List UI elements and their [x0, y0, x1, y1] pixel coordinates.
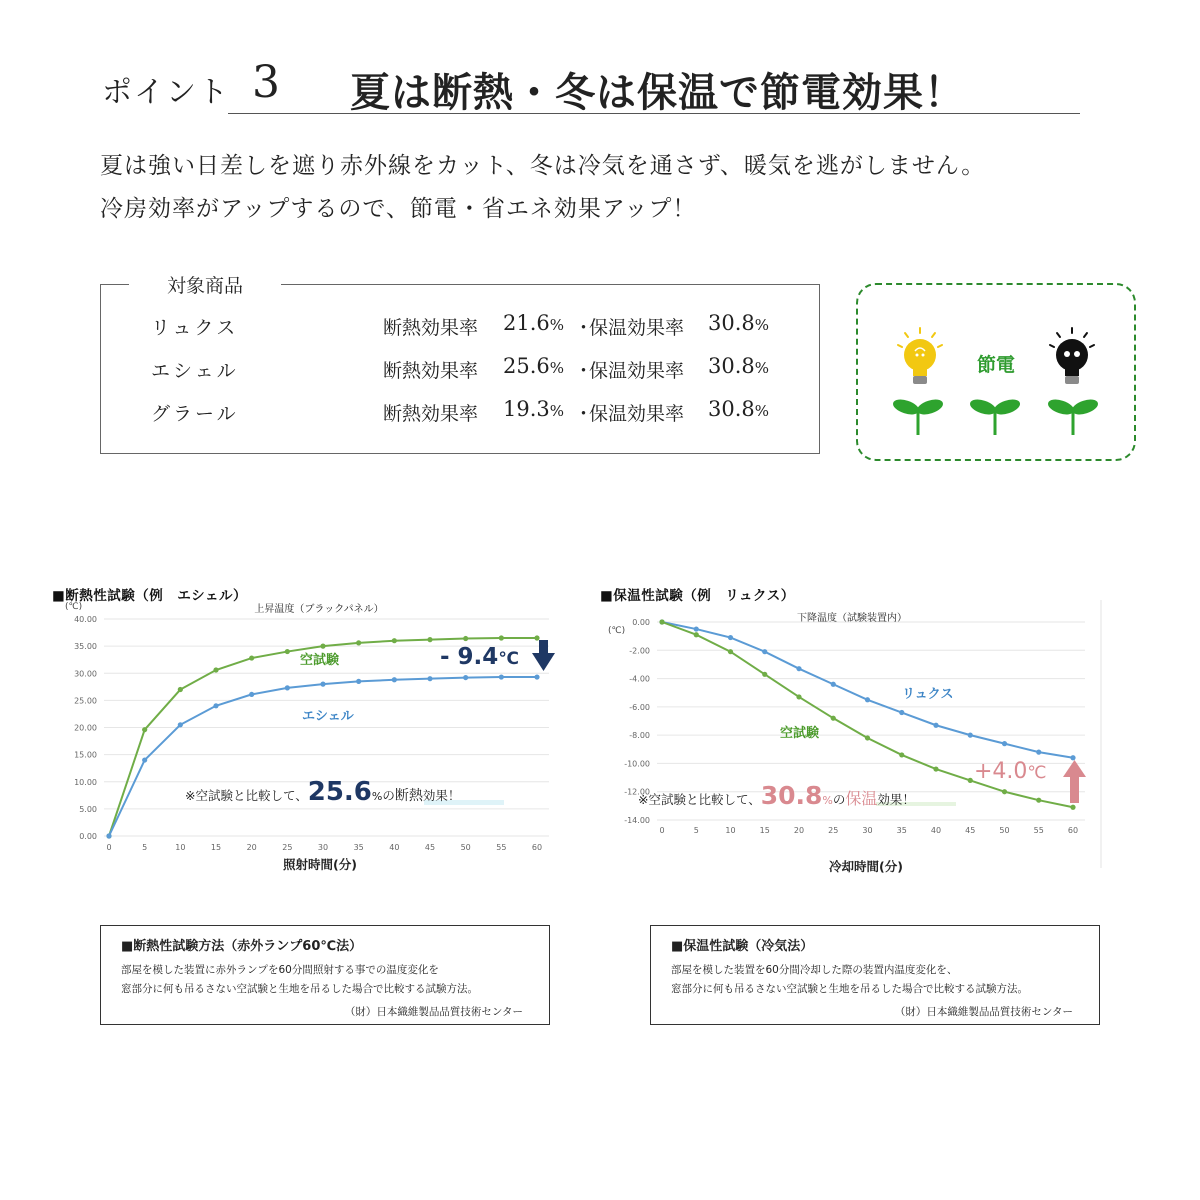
intro-line: 冷房効率がアップするので、節電・省エネ効果アップ！ [100, 196, 697, 222]
x-tick-label: 5 [142, 843, 148, 852]
series-line [109, 677, 537, 836]
lightbulb-off-icon [1050, 328, 1094, 384]
heat-retention-value: 30.8% [708, 311, 770, 335]
series-label-blank: 空試験 [300, 653, 340, 668]
data-point [392, 638, 397, 643]
x-tick-label: 10 [725, 826, 736, 835]
intro-line: 夏は強い日差しを遮り赤外線をカット、冬は冷気を通さず、暖気を逃がしません。 [100, 153, 986, 179]
x-tick-label: 50 [999, 826, 1010, 835]
method-line: 部屋を模した装置に赤外ランプを60分間照射する事での温度変化を [121, 964, 439, 976]
x-tick-label: 15 [210, 843, 222, 852]
data-point [1002, 789, 1007, 794]
series-label-blank: 空試験 [780, 726, 820, 741]
data-point [320, 682, 325, 687]
data-point [933, 766, 938, 771]
method-title: ■断熱性試験方法（赤外ランプ60℃法） [121, 939, 363, 954]
insulation-chart [50, 598, 560, 878]
data-point [762, 649, 767, 654]
data-point [1036, 798, 1041, 803]
heat-retention-value: 30.8% [708, 354, 770, 378]
icon-box-graphics [858, 285, 1134, 459]
point-number: 3 [252, 57, 280, 108]
chart-subtitle: 上昇温度（ブラックパネル） [254, 604, 384, 615]
data-point [865, 697, 870, 702]
data-point [762, 672, 767, 677]
data-point [463, 675, 468, 680]
heat-retention-value: 30.8% [708, 397, 770, 421]
heat-retention-method-box [650, 925, 1100, 1025]
x-axis-label: 冷却時間(分) [829, 859, 903, 874]
x-tick-label: 35 [353, 843, 364, 852]
data-point [659, 619, 664, 624]
data-point [1002, 741, 1007, 746]
energy-saving-label: 節電 [976, 354, 1016, 376]
data-point [899, 752, 904, 757]
y-tick-label: -6.00 [629, 702, 650, 712]
product-name: グラール [151, 403, 239, 425]
data-point [1036, 750, 1041, 755]
product-name: エシェル [151, 360, 239, 382]
data-point [534, 635, 539, 640]
heat-retention-label: 保温効果率 [589, 317, 685, 339]
target-products-legend: 対象商品 [129, 271, 281, 298]
y-tick-label: 10.00 [74, 777, 97, 787]
chart-subtitle: 下降温度（試験装置内） [797, 613, 907, 624]
data-point [1070, 755, 1075, 760]
arrow-up-icon [1063, 760, 1086, 803]
y-unit-label: (℃) [65, 602, 83, 612]
y-tick-label: 25.00 [74, 696, 97, 706]
insulation-method-box [100, 925, 550, 1025]
x-tick-label: 30 [862, 826, 873, 835]
insulation-label: 断熱効果率 [383, 360, 479, 382]
data-point [865, 735, 870, 740]
x-tick-label: 35 [896, 826, 907, 835]
insulation-value: 21.6% [503, 311, 565, 335]
data-point [968, 733, 973, 738]
data-point [694, 626, 699, 631]
data-point [213, 667, 218, 672]
data-point [831, 682, 836, 687]
lightbulb-on-icon [898, 328, 942, 384]
data-point [933, 723, 938, 728]
data-point [796, 666, 801, 671]
x-tick-label: 20 [793, 826, 805, 835]
title-underline [228, 113, 1080, 114]
x-tick-label: 30 [317, 843, 329, 852]
method-title: ■保温性試験（冷気法） [671, 939, 814, 954]
comparison-note: ※空試験と比較して、30.8%の保温効果！ [638, 781, 915, 810]
insulation-label: 断熱効果率 [383, 403, 479, 425]
sprout-icon [892, 397, 944, 435]
insulation-value: 25.6% [503, 354, 565, 378]
y-tick-label: -10.00 [624, 759, 650, 769]
x-tick-label: 0 [106, 843, 112, 852]
y-tick-label: 35.00 [74, 642, 97, 652]
y-tick-label: 30.00 [74, 669, 97, 679]
data-point [796, 694, 801, 699]
data-point [728, 649, 733, 654]
heat-retention-chart-title: ■保温性試験（例 リュクス） [600, 588, 795, 604]
sprout-icon [969, 397, 1021, 435]
insulation-label: 断熱効果率 [383, 317, 479, 339]
y-unit-label: (℃) [608, 626, 626, 636]
y-tick-label: 0.00 [632, 618, 650, 627]
data-point [249, 655, 254, 660]
method-line: 窓部分に何も吊るさない空試験と生地を吊るした場合で比較する試験方法。 [121, 983, 478, 995]
data-point [285, 685, 290, 690]
y-tick-label: -8.00 [629, 731, 650, 741]
energy-saving-icon-box [856, 283, 1136, 461]
arrow-down-icon [532, 640, 555, 671]
data-point [142, 757, 147, 762]
x-tick-label: 45 [424, 843, 436, 852]
x-tick-label: 0 [659, 826, 665, 835]
data-point [463, 636, 468, 641]
x-tick-label: 20 [246, 843, 257, 852]
heat-retention-chart [600, 600, 1102, 878]
target-products-box: 対象商品 リュクス 断熱効果率 21.6% ・ 保温効果率 30.8% エシェル 断熱効果率 25.6% ・ 保温効果率 30.8% グラール 断熱効果率 19.3% ・ 保温効果率 30.8% [100, 284, 820, 454]
y-tick-label: 5.00 [79, 804, 97, 814]
x-tick-label: 55 [496, 843, 507, 852]
comparison-note: ※空試験と比較して、25.6%の断熱効果！ [185, 777, 461, 807]
point-label: ポイント [102, 75, 230, 110]
heat-retention-label: 保温効果率 [589, 360, 685, 382]
product-name: リュクス [151, 317, 239, 339]
y-tick-label: 40.00 [74, 615, 97, 624]
data-point [899, 710, 904, 715]
y-tick-label: 0.00 [79, 832, 97, 841]
data-point [178, 722, 183, 727]
series-label-product: リュクス [902, 687, 954, 702]
data-point [178, 687, 183, 692]
x-tick-label: 55 [1033, 826, 1044, 835]
y-tick-label: 20.00 [74, 723, 97, 733]
data-point [1070, 805, 1075, 810]
x-tick-label: 25 [828, 826, 839, 835]
data-point [499, 635, 504, 640]
data-point [728, 635, 733, 640]
x-tick-label: 40 [930, 826, 942, 835]
delta-value: - 9.4℃ [440, 644, 519, 670]
x-tick-label: 40 [389, 843, 400, 852]
sprout-icon [1047, 397, 1099, 435]
data-point [356, 679, 361, 684]
method-credit: （財）日本織維製品品質技術センター [344, 1006, 523, 1018]
x-tick-label: 50 [460, 843, 471, 852]
data-point [427, 637, 432, 642]
x-tick-label: 45 [965, 826, 976, 835]
series-label-product: エシェル [302, 709, 354, 724]
data-point [392, 677, 397, 682]
data-point [320, 644, 325, 649]
y-tick-label: -4.00 [629, 674, 650, 684]
data-point [356, 640, 361, 645]
x-tick-label: 15 [759, 826, 770, 835]
x-tick-label: 10 [175, 843, 186, 852]
data-point [249, 692, 254, 697]
data-point [968, 778, 973, 783]
data-point [534, 674, 539, 679]
x-tick-label: 60 [1067, 826, 1079, 835]
y-tick-label: -2.00 [629, 646, 650, 656]
insulation-chart-title: ■断熱性試験（例 エシェル） [52, 588, 247, 604]
method-line: 窓部分に何も吊るさない空試験と生地を吊るした場合で比較する試験方法。 [671, 983, 1028, 995]
data-point [213, 703, 218, 708]
page-title: 夏は断熱・冬は保温で節電効果！ [350, 69, 965, 116]
intro-text [100, 145, 985, 231]
data-point [285, 649, 290, 654]
data-point [142, 727, 147, 732]
data-point [694, 632, 699, 637]
data-point [427, 676, 432, 681]
data-point [106, 833, 111, 838]
y-tick-label: -14.00 [624, 816, 650, 825]
x-tick-label: 25 [282, 843, 293, 852]
heat-retention-label: 保温効果率 [589, 403, 685, 425]
method-credit: （財）日本織維製品品質技術センター [894, 1006, 1073, 1018]
data-point [831, 716, 836, 721]
section-header [100, 55, 1080, 115]
x-tick-label: 5 [693, 826, 699, 835]
method-line: 部屋を模した装置を60分間冷却した際の装置内温度変化を、 [671, 964, 958, 976]
data-point [499, 674, 504, 679]
x-axis-label: 照射時間(分) [283, 857, 357, 872]
y-tick-label: 15.00 [74, 750, 97, 760]
x-tick-label: 60 [531, 843, 543, 852]
delta-value: +4.0℃ [974, 759, 1047, 784]
insulation-value: 19.3% [503, 397, 565, 421]
y-tick-label: -12.00 [624, 787, 650, 797]
